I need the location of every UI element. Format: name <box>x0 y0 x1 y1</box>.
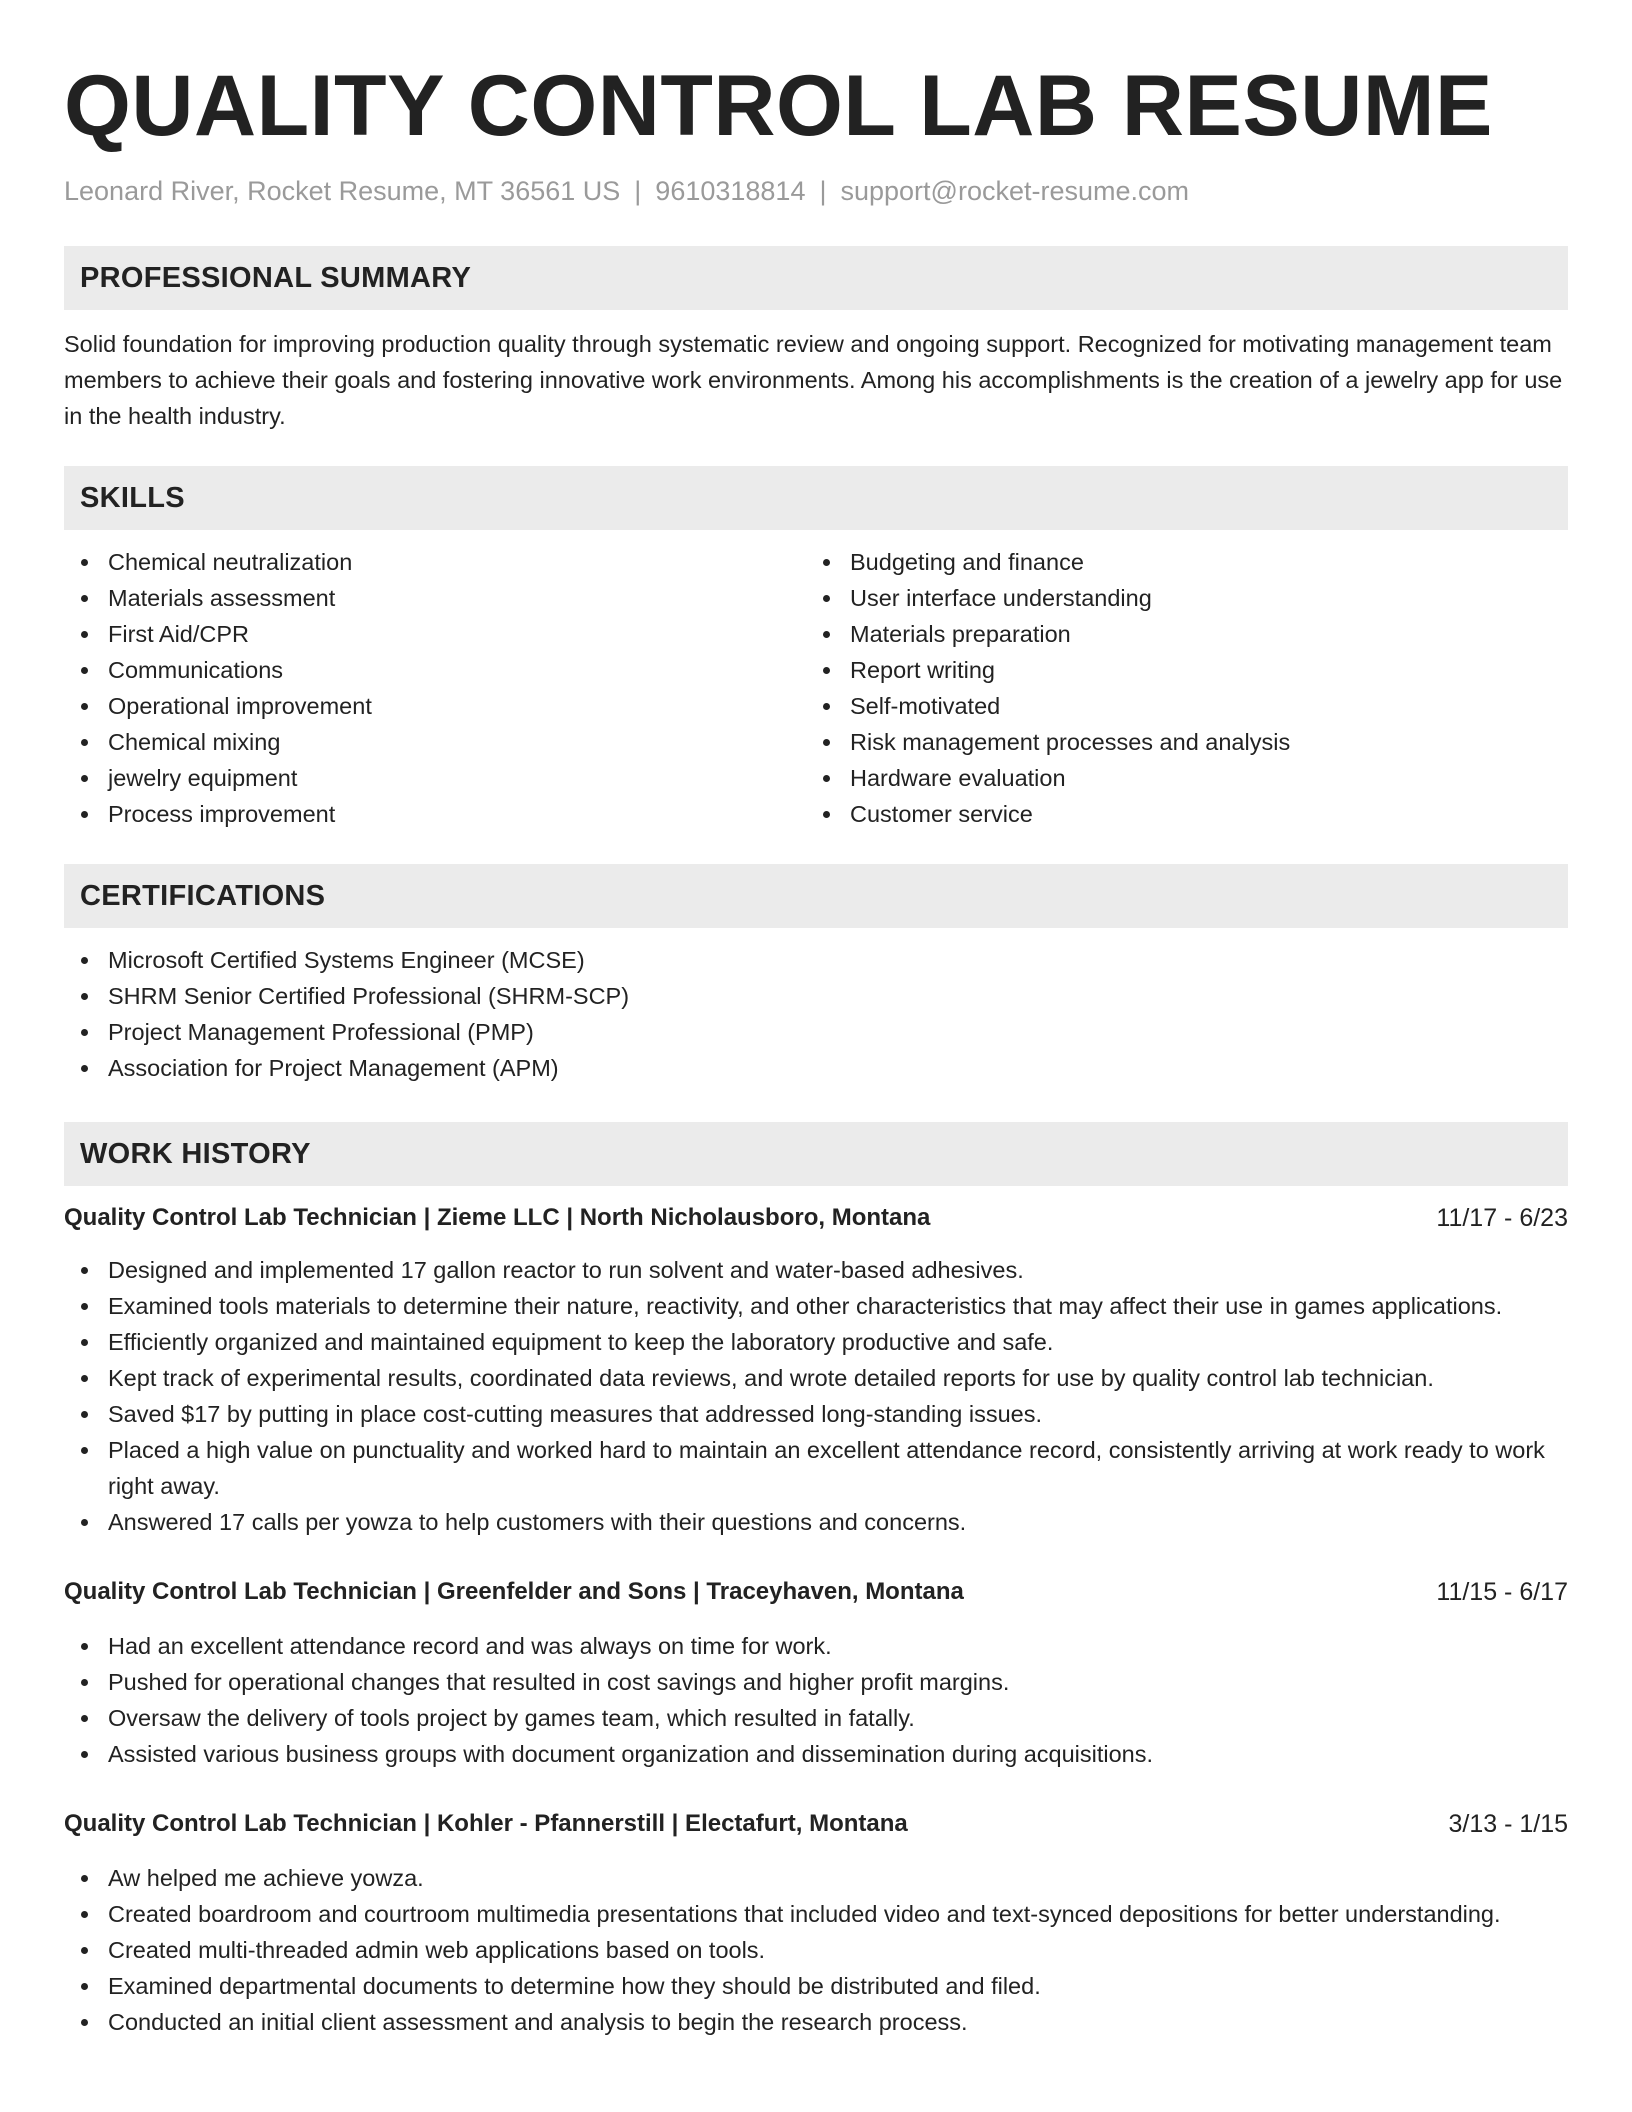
contact-line <box>64 174 1568 208</box>
job-dates: 11/15 - 6/17 <box>1436 1578 1568 1606</box>
job-bullet: Conducted an initial client assessment and analysis to begin the research process. <box>64 2004 1568 2040</box>
summary-text: Solid foundation for improving production quality through systematic review and ongoing support. Recognized for motivating management team members to achieve their goals and fostering innovative work environments. Among his accomplishments is the creation of a jewelry app for use in the health industry. <box>64 331 1563 429</box>
skill-item: Chemical mixing <box>64 724 806 760</box>
job-header <box>64 1200 1568 1236</box>
contact-separator: | <box>819 176 827 206</box>
job-bullets <box>64 1628 1568 1772</box>
job-title: Quality Control Lab Technician | Kohler - Pfannerstill | Electafurt, Montana <box>64 1810 908 1837</box>
job-dates: 11/17 - 6/23 <box>1436 1204 1568 1232</box>
contact-separator: | <box>634 176 642 206</box>
job-bullet: Pushed for operational changes that resulted in cost savings and higher profit margins. <box>64 1664 1568 1700</box>
resume-page <box>64 0 1568 2040</box>
certification-item: Microsoft Certified Systems Engineer (MCSE) <box>64 942 1568 978</box>
contact-phone: 9610318814 <box>655 176 806 206</box>
skill-item: Budgeting and finance <box>806 544 1548 580</box>
job-bullet: Examined tools materials to determine their nature, reactivity, and other characteristics that may affect their use in games applications. <box>64 1288 1568 1324</box>
job-header <box>64 1574 1568 1610</box>
skill-item: Materials assessment <box>64 580 806 616</box>
skill-item: Operational improvement <box>64 688 806 724</box>
skill-item: Self-motivated <box>806 688 1548 724</box>
certifications-list <box>64 942 1568 1086</box>
resume-title: QUALITY CONTROL LAB RESUME <box>64 58 1493 154</box>
skill-item: Materials preparation <box>806 616 1548 652</box>
job-bullet: Kept track of experimental results, coordinated data reviews, and wrote detailed reports for use by quality control lab technician. <box>64 1360 1568 1396</box>
skill-item: Chemical neutralization <box>64 544 806 580</box>
work-history-section-header <box>64 1122 1568 1186</box>
skill-item: First Aid/CPR <box>64 616 806 652</box>
job-bullet: Assisted various business groups with document organization and dissemination during acquisitions. <box>64 1736 1568 1772</box>
job-bullet: Had an excellent attendance record and was always on time for work. <box>64 1628 1568 1664</box>
skills-list-left <box>64 544 806 832</box>
job-bullet: Examined departmental documents to determine how they should be distributed and filed. <box>64 1968 1568 2004</box>
summary-section-header <box>64 246 1568 310</box>
job-bullets <box>64 1860 1568 2040</box>
job-bullet: Efficiently organized and maintained equipment to keep the laboratory productive and safe. <box>64 1324 1568 1360</box>
job-title: Quality Control Lab Technician | Zieme LLC | North Nicholausboro, Montana <box>64 1204 931 1231</box>
skill-item: Report writing <box>806 652 1548 688</box>
job-title: Quality Control Lab Technician | Greenfelder and Sons | Traceyhaven, Montana <box>64 1578 964 1605</box>
job-entry <box>64 1574 1568 1772</box>
contact-email: support@rocket-resume.com <box>840 176 1190 206</box>
job-bullet: Answered 17 calls per yowza to help customers with their questions and concerns. <box>64 1504 1568 1540</box>
job-entry <box>64 1200 1568 1540</box>
job-dates: 3/13 - 1/15 <box>1448 1810 1568 1838</box>
job-bullet: Created boardroom and courtroom multimedia presentations that included video and text-synced depositions for better understanding. <box>64 1896 1568 1932</box>
job-bullets <box>64 1252 1568 1540</box>
skill-item: Communications <box>64 652 806 688</box>
job-bullet: Oversaw the delivery of tools project by games team, which resulted in fatally. <box>64 1700 1568 1736</box>
job-bullet: Saved $17 by putting in place cost-cutting measures that addressed long-standing issues. <box>64 1396 1568 1432</box>
skills-section-header <box>64 466 1568 530</box>
skill-item: Hardware evaluation <box>806 760 1548 796</box>
job-header <box>64 1806 1568 1842</box>
skills-list-right <box>806 544 1548 832</box>
skill-item: Process improvement <box>64 796 806 832</box>
skills-columns <box>64 544 1568 832</box>
job-bullet: Designed and implemented 17 gallon reactor to run solvent and water-based adhesives. <box>64 1252 1568 1288</box>
certification-item: SHRM Senior Certified Professional (SHRM-SCP) <box>64 978 1568 1014</box>
skill-item: Risk management processes and analysis <box>806 724 1548 760</box>
skill-item: Customer service <box>806 796 1548 832</box>
certifications-heading: CERTIFICATIONS <box>80 879 326 912</box>
certification-item: Project Management Professional (PMP) <box>64 1014 1568 1050</box>
skill-item: User interface understanding <box>806 580 1548 616</box>
job-bullet: Created multi-threaded admin web applications based on tools. <box>64 1932 1568 1968</box>
certification-item: Association for Project Management (APM) <box>64 1050 1568 1086</box>
certifications-section-header <box>64 864 1568 928</box>
summary-heading: PROFESSIONAL SUMMARY <box>80 261 472 294</box>
skills-heading: SKILLS <box>80 481 185 514</box>
job-bullet: Aw helped me achieve yowza. <box>64 1860 1568 1896</box>
job-entry <box>64 1806 1568 2040</box>
job-bullet: Placed a high value on punctuality and worked hard to maintain an excellent attendance record, consistently arriving at work ready to work right away. <box>64 1432 1568 1504</box>
contact-address: Leonard River, Rocket Resume, MT 36561 US <box>64 176 621 206</box>
work-history-heading: WORK HISTORY <box>80 1137 311 1170</box>
skill-item: jewelry equipment <box>64 760 806 796</box>
